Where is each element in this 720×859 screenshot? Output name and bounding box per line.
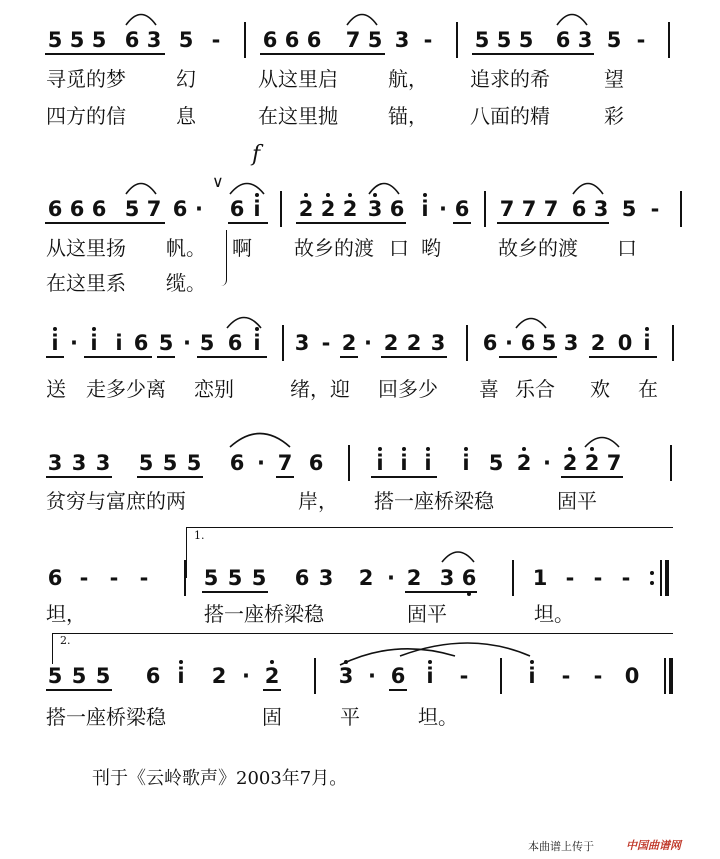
note: 6	[229, 451, 245, 475]
underline	[197, 356, 267, 358]
note: 5	[178, 28, 194, 52]
publication-credit: 刊于《云岭歌声》2003年7月。	[92, 768, 348, 789]
note: 6	[47, 197, 63, 221]
lyric: 从这里扬	[46, 236, 126, 260]
note-dash: -	[211, 28, 221, 52]
high-dot	[568, 447, 572, 451]
note: i	[421, 197, 429, 221]
lyric: 在这里抛	[258, 104, 338, 128]
note: 2	[341, 331, 357, 355]
underline	[381, 356, 447, 358]
note: 6	[555, 28, 571, 52]
note-dot: ·	[257, 451, 265, 475]
barline	[348, 445, 350, 481]
note: 5	[203, 566, 219, 590]
high-dot	[464, 447, 468, 451]
note-dash: -	[593, 566, 603, 590]
lyric: 四方的信	[46, 104, 126, 128]
note-dash: -	[321, 331, 331, 355]
high-dot	[179, 660, 183, 664]
lyric: 贫穷与富庶的两	[46, 489, 186, 513]
lyric: 坦。	[418, 705, 458, 729]
note: 5	[162, 451, 178, 475]
lyric: 喜	[479, 377, 499, 401]
note: 3	[367, 197, 383, 221]
barline	[672, 325, 674, 361]
note: 3	[146, 28, 162, 52]
high-dot	[304, 193, 308, 197]
note: i	[643, 331, 651, 355]
note: 2	[383, 331, 399, 355]
lyric: 航，	[388, 67, 428, 91]
underline	[263, 689, 281, 691]
lyric: 搭一座桥梁稳	[46, 705, 166, 729]
high-dot	[344, 660, 348, 664]
tie-r1-3	[557, 15, 587, 26]
note: 6	[172, 197, 188, 221]
tie-r4-1	[230, 434, 290, 448]
lyric: 坦，	[46, 602, 86, 626]
underline	[46, 689, 112, 691]
high-dot	[423, 193, 427, 197]
note: 6	[145, 664, 161, 688]
note: 2	[298, 197, 314, 221]
note: 3	[95, 451, 111, 475]
note: i	[253, 331, 261, 355]
note: 3	[593, 197, 609, 221]
high-dot	[348, 193, 352, 197]
lyric: 走多少离	[86, 377, 166, 401]
lyric: 息	[176, 104, 196, 128]
score-line-4	[0, 451, 720, 491]
barline	[184, 560, 186, 596]
repeat-dot	[650, 581, 654, 585]
note: 6	[284, 28, 300, 52]
note: i	[528, 664, 536, 688]
tie-r1-2	[347, 15, 377, 26]
note: 5	[496, 28, 512, 52]
note: 5	[621, 197, 637, 221]
note: 3	[394, 28, 410, 52]
high-dot	[428, 660, 432, 664]
lyric: 固	[262, 705, 282, 729]
barline	[280, 191, 282, 227]
note: 2	[358, 566, 374, 590]
barline	[466, 325, 468, 361]
lyric: 寻觅的梦	[46, 67, 126, 91]
lyric: 望	[604, 67, 624, 91]
note-dash: -	[139, 566, 149, 590]
note: i	[426, 664, 434, 688]
note: 5	[199, 331, 215, 355]
high-dot	[53, 327, 57, 331]
high-dot	[522, 447, 526, 451]
note-dash: -	[593, 664, 603, 688]
lyric: 回多少	[378, 377, 438, 401]
note: 5	[251, 566, 267, 590]
score-line-3	[0, 331, 720, 371]
note: 2	[264, 664, 280, 688]
lyric: 在这里系	[46, 271, 126, 295]
lyric: 彩	[604, 104, 624, 128]
note: i	[51, 331, 59, 355]
lyric: 故乡的渡	[498, 236, 578, 260]
note: 6	[461, 566, 477, 590]
note: 3	[439, 566, 455, 590]
note: i	[90, 331, 98, 355]
underline	[589, 356, 657, 358]
lyric: 搭一座桥梁稳	[374, 489, 494, 513]
tie-r2-1	[126, 184, 156, 195]
note: 5	[367, 28, 383, 52]
note: 6	[571, 197, 587, 221]
note: i	[376, 451, 384, 475]
note: 6	[389, 197, 405, 221]
note: 5	[95, 664, 111, 688]
lyric: 欢	[590, 377, 610, 401]
note-dot: ·	[242, 664, 250, 688]
note: 5	[158, 331, 174, 355]
lyric: 乐合	[515, 377, 555, 401]
score-line-6	[0, 664, 720, 704]
barline	[314, 658, 316, 694]
high-dot	[426, 447, 430, 451]
barline	[456, 22, 458, 58]
note: 6	[262, 28, 278, 52]
note: 6	[390, 664, 406, 688]
dynamic-mark: f	[252, 142, 261, 167]
note: 3	[71, 451, 87, 475]
note: 5	[47, 664, 63, 688]
note: 3	[294, 331, 310, 355]
note: 5	[186, 451, 202, 475]
note: 2	[211, 664, 227, 688]
barline	[244, 22, 246, 58]
note: 2	[342, 197, 358, 221]
site-logo: 中国曲谱网	[626, 839, 681, 852]
watermark-text: 本曲谱上传于	[528, 840, 594, 853]
underline	[228, 222, 268, 224]
note: 5	[138, 451, 154, 475]
note: 2	[562, 451, 578, 475]
lyric: 幻	[176, 67, 196, 91]
lyric: 帆。	[166, 236, 206, 260]
lyric: 啊	[232, 236, 252, 260]
note: 6	[47, 566, 63, 590]
note: 7	[345, 28, 361, 52]
note: 3	[430, 331, 446, 355]
barline	[664, 658, 666, 694]
underline	[472, 53, 594, 55]
underline	[296, 222, 406, 224]
note: 6	[308, 451, 324, 475]
high-dot	[645, 327, 649, 331]
verse-brace	[216, 230, 227, 286]
note: 6	[306, 28, 322, 52]
note-dash: -	[79, 566, 89, 590]
note: 2	[590, 331, 606, 355]
tie-r2-4	[573, 184, 603, 195]
volta-bracket-2	[52, 633, 673, 664]
note: 3	[338, 664, 354, 688]
note: 3	[563, 331, 579, 355]
note: i	[177, 664, 185, 688]
note: 5	[124, 197, 140, 221]
barline	[500, 658, 502, 694]
note: 0	[624, 664, 640, 688]
underline	[46, 356, 64, 358]
tie-r1-1	[126, 15, 156, 26]
underline	[453, 222, 471, 224]
volta-number-2: 2.	[60, 634, 71, 647]
note: 3	[318, 566, 334, 590]
note: 2	[516, 451, 532, 475]
underline	[46, 476, 112, 478]
note: i	[253, 197, 261, 221]
barline	[282, 325, 284, 361]
underline	[497, 222, 609, 224]
note-dash: -	[459, 664, 469, 688]
lyric: 锚，	[388, 104, 428, 128]
underline	[45, 222, 165, 224]
note: 5	[69, 28, 85, 52]
note: 2	[584, 451, 600, 475]
underline	[276, 476, 294, 478]
lyric: 从这里启	[258, 67, 338, 91]
lyric: 绪，迎	[290, 377, 350, 401]
note: 6	[520, 331, 536, 355]
note-dot: ·	[439, 197, 447, 221]
high-dot	[270, 660, 274, 664]
note: i	[400, 451, 408, 475]
lyric: 哟	[421, 236, 441, 260]
note-dot: ·	[368, 664, 376, 688]
underline	[45, 53, 165, 55]
note: 0	[617, 331, 633, 355]
barline	[512, 560, 514, 596]
underline	[202, 591, 268, 593]
note: 6	[454, 197, 470, 221]
lyric: 固平	[407, 602, 447, 626]
high-dot	[373, 193, 377, 197]
high-dot	[590, 447, 594, 451]
note-dash: -	[650, 197, 660, 221]
score-line-1	[0, 28, 720, 68]
underline	[84, 356, 152, 358]
high-dot	[255, 327, 259, 331]
lyric: 恋别	[194, 377, 234, 401]
note: 5	[91, 28, 107, 52]
note: 7	[543, 197, 559, 221]
note: 3	[47, 451, 63, 475]
high-dot	[92, 327, 96, 331]
underline	[561, 476, 623, 478]
note-dot: ·	[195, 197, 203, 221]
note-dot: ·	[183, 331, 191, 355]
underline	[157, 356, 175, 358]
lyric: 固平	[557, 489, 597, 513]
underline	[371, 476, 437, 478]
note: 6	[133, 331, 149, 355]
note: 5	[47, 28, 63, 52]
tie-r3-2	[516, 319, 546, 329]
high-dot	[402, 447, 406, 451]
lyric: 追求的希	[470, 67, 550, 91]
note: 6	[91, 197, 107, 221]
note-dot: ·	[70, 331, 78, 355]
note: 7	[606, 451, 622, 475]
lyric: 口	[389, 236, 409, 260]
note: i	[115, 331, 123, 355]
note: 5	[518, 28, 534, 52]
note-dot: ·	[505, 331, 513, 355]
note: 7	[146, 197, 162, 221]
underline	[499, 356, 557, 358]
note: 6	[227, 331, 243, 355]
underline	[137, 476, 203, 478]
note: 3	[577, 28, 593, 52]
note-dash: -	[423, 28, 433, 52]
lyric: 坦。	[534, 602, 574, 626]
barline-thick	[669, 658, 673, 694]
note: 6	[69, 197, 85, 221]
score-line-2	[0, 197, 720, 237]
score-line-5	[0, 566, 720, 606]
lyric: 口	[617, 236, 637, 260]
note-dot: ·	[543, 451, 551, 475]
barline	[484, 191, 486, 227]
barline-thick	[665, 560, 669, 596]
low-dot	[467, 592, 471, 596]
repeat-dot	[650, 571, 654, 575]
note: 5	[227, 566, 243, 590]
lyric: 在	[638, 377, 658, 401]
high-dot	[530, 660, 534, 664]
note-dot: ·	[364, 331, 372, 355]
underline	[389, 689, 407, 691]
breath-mark: ∨	[212, 172, 224, 191]
barline	[680, 191, 682, 227]
tie-r4-2	[585, 438, 619, 448]
note-dash: -	[565, 566, 575, 590]
high-dot	[378, 447, 382, 451]
note: 2	[406, 566, 422, 590]
note: 7	[277, 451, 293, 475]
lyric: 八面的精	[470, 104, 550, 128]
high-dot	[326, 193, 330, 197]
lyric: 故乡的渡	[294, 236, 374, 260]
note: 6	[229, 197, 245, 221]
lyric: 送	[46, 377, 66, 401]
note-dash: -	[636, 28, 646, 52]
note: 5	[71, 664, 87, 688]
note: 6	[482, 331, 498, 355]
volta-number-1: 1.	[194, 529, 205, 542]
lyric: 岸，	[298, 489, 338, 513]
underline	[340, 356, 358, 358]
note-dash: -	[109, 566, 119, 590]
note: 7	[521, 197, 537, 221]
note-dash: -	[621, 566, 631, 590]
lyric: 缆。	[166, 271, 206, 295]
note: 7	[499, 197, 515, 221]
barline	[660, 560, 662, 596]
barline	[670, 445, 672, 481]
note: 5	[541, 331, 557, 355]
note: 2	[320, 197, 336, 221]
note: 2	[406, 331, 422, 355]
lyric: 平	[340, 705, 360, 729]
note: 5	[606, 28, 622, 52]
note: 6	[294, 566, 310, 590]
note: 1	[532, 566, 548, 590]
note: 5	[474, 28, 490, 52]
barline	[668, 22, 670, 58]
underline	[260, 53, 385, 55]
note-dash: -	[561, 664, 571, 688]
note: i	[424, 451, 432, 475]
note: i	[462, 451, 470, 475]
high-dot	[255, 193, 259, 197]
note-dot: ·	[387, 566, 395, 590]
tie-r2-2	[230, 184, 264, 195]
lyric: 搭一座桥梁稳	[204, 602, 324, 626]
note: 5	[488, 451, 504, 475]
note: 6	[124, 28, 140, 52]
